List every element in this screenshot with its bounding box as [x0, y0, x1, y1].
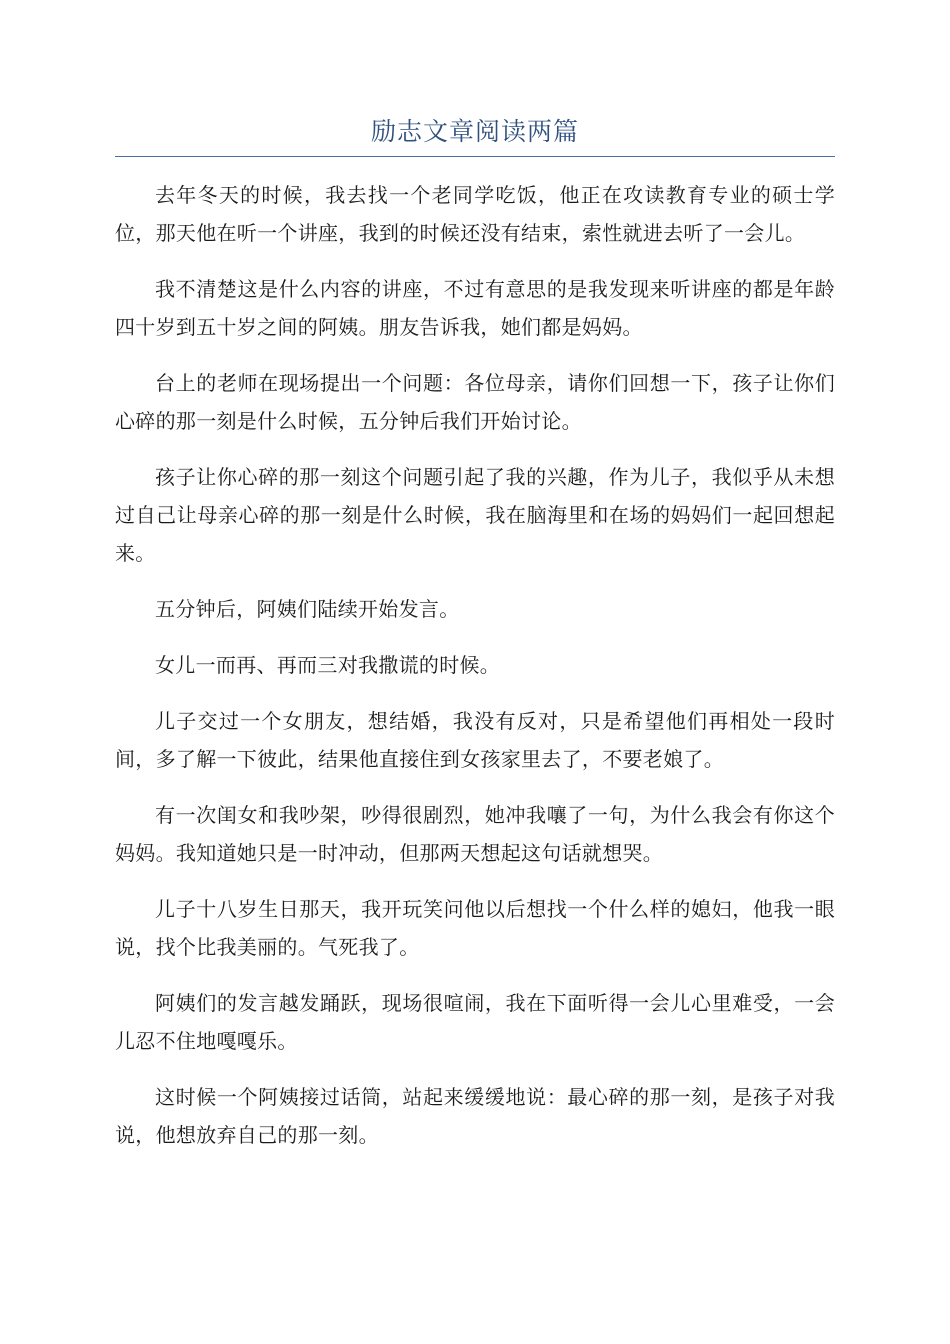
paragraph: 儿子交过一个女朋友，想结婚，我没有反对，只是希望他们再相处一段时间，多了解一下彼此，结果他直接住到女孩家里去了，不要老娘了。 — [115, 709, 835, 771]
paragraph: 儿子十八岁生日那天，我开玩笑问他以后想找一个什么样的媳妇，他我一眼说，找个比我美丽的。气死我了。 — [115, 897, 835, 959]
paragraph: 这时候一个阿姨接过话筒，站起来缓缓地说：最心碎的那一刻，是孩子对我说，他想放弃自己的那一刻。 — [115, 1085, 835, 1147]
document-title: 励志文章阅读两篇 — [370, 117, 579, 146]
document-body — [115, 176, 835, 1172]
paragraph: 去年冬天的时候，我去找一个老同学吃饭，他正在攻读教育专业的硕士学位，那天他在听一个讲座，我到的时候还没有结束，索性就进去听了一会儿。 — [115, 183, 835, 245]
title-block — [115, 112, 835, 157]
paragraph: 女儿一而再、再而三对我撒谎的时候。 — [155, 653, 501, 677]
paragraph: 五分钟后，阿姨们陆续开始发言。 — [155, 597, 460, 621]
paragraph: 阿姨们的发言越发踊跃，现场很喧闹，我在下面听得一会儿心里难受，一会儿忍不住地嘎嘎乐。 — [115, 991, 835, 1053]
paragraph: 台上的老师在现场提出一个问题：各位母亲，请你们回想一下，孩子让你们心碎的那一刻是什么时候，五分钟后我们开始讨论。 — [115, 371, 835, 433]
paragraph: 我不清楚这是什么内容的讲座，不过有意思的是我发现来听讲座的都是年龄四十岁到五十岁之间的阿姨。朋友告诉我，她们都是妈妈。 — [115, 277, 835, 339]
paragraph: 孩子让你心碎的那一刻这个问题引起了我的兴趣，作为儿子，我似乎从未想过自己让母亲心碎的那一刻是什么时候，我在脑海里和在场的妈妈们一起回想起来。 — [115, 465, 835, 565]
paragraph: 有一次闺女和我吵架，吵得很剧烈，她冲我嚷了一句，为什么我会有你这个妈妈。我知道她只是一时冲动，但那两天想起这句话就想哭。 — [115, 803, 835, 865]
